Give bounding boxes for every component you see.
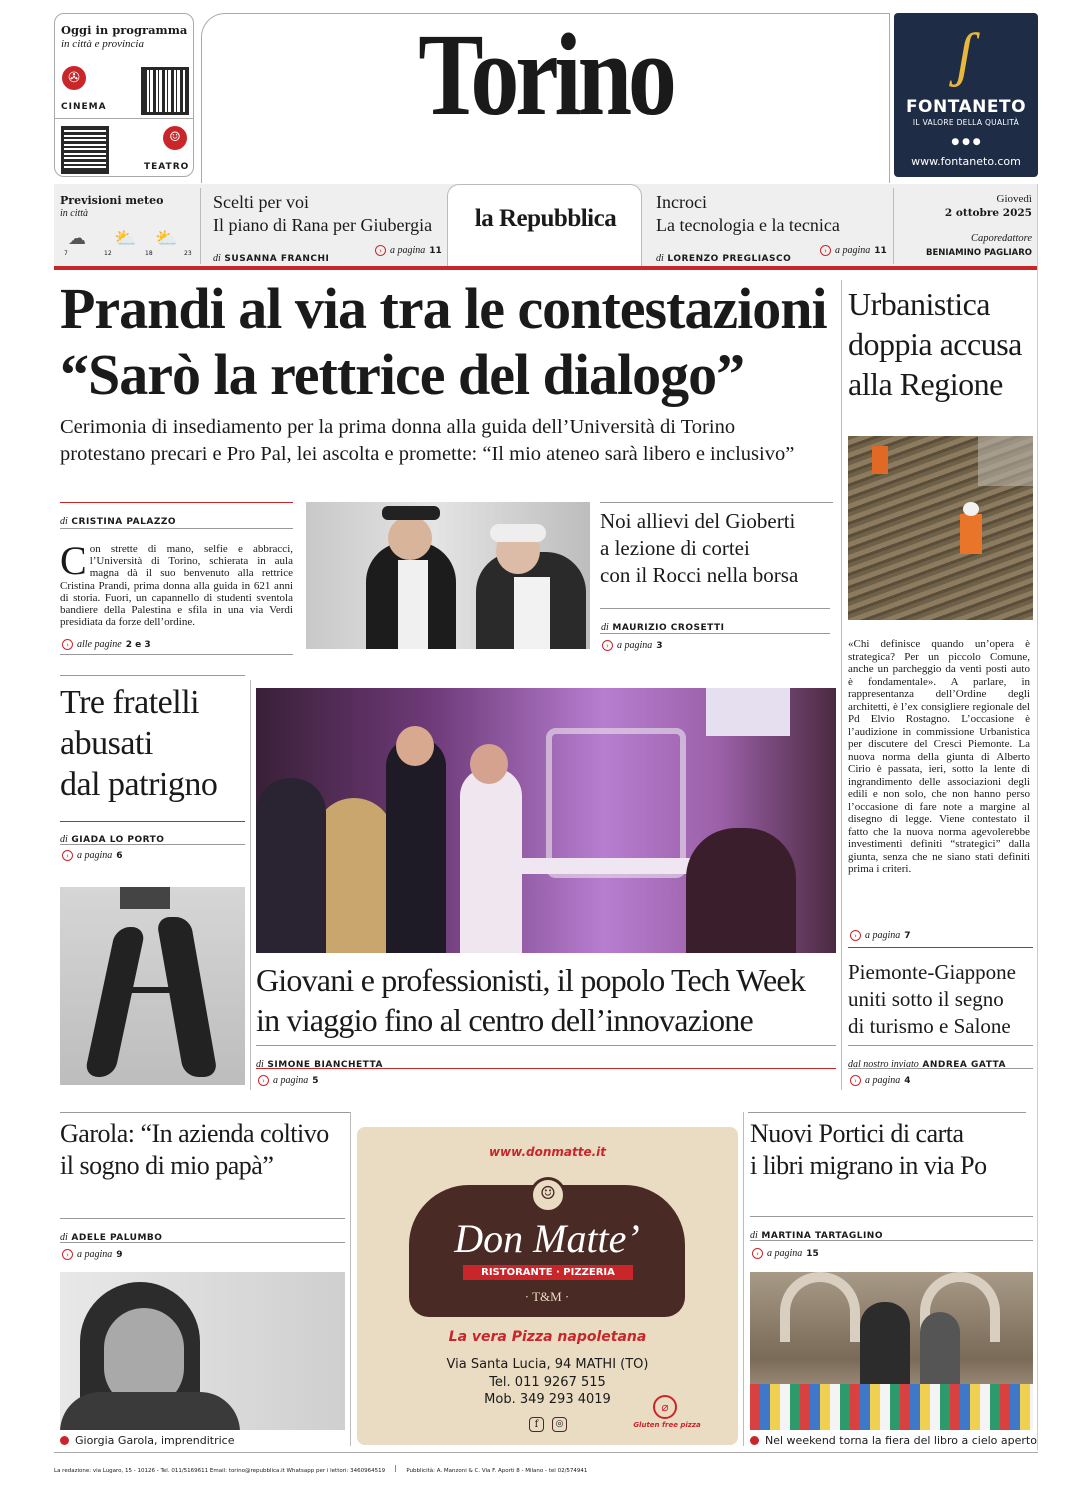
gluten-free-label: Gluten free pizza <box>633 1421 701 1429</box>
donmatte-mark: · T&M · <box>524 1289 570 1304</box>
portici-headline[interactable]: Nuovi Portici di carta i libri migrano in via Po <box>750 1119 987 1180</box>
figure <box>978 436 1033 486</box>
column-divider <box>250 680 251 1090</box>
garola-headline[interactable]: Garola: “In azienda coltivo il sogno di mio papà” <box>60 1119 329 1180</box>
incroci-label: Incroci <box>656 192 707 212</box>
figure <box>60 1392 240 1430</box>
column-divider <box>743 1112 744 1446</box>
garola-photo <box>60 1272 345 1430</box>
facebook-icon[interactable]: f <box>529 1417 544 1432</box>
techweek-headline[interactable]: Giovani e professionisti, il popolo Tech Week in viaggio fino al centro dell’innovazione <box>256 962 806 1038</box>
books-table <box>750 1384 1033 1430</box>
social-icons: ● ● ● <box>951 137 981 147</box>
lead-page-ref[interactable]: › alle pagine 2 e 3 <box>62 639 151 650</box>
page-border <box>1037 184 1038 1450</box>
repubblica-logo[interactable]: la Repubblica <box>474 205 617 232</box>
rule <box>848 1068 1033 1069</box>
figure <box>514 577 550 649</box>
meteo-box[interactable] <box>54 188 195 266</box>
incroci-page-ref[interactable]: › a pagina 11 <box>820 245 887 256</box>
caporedattore-label: Caporedattore <box>970 233 1032 244</box>
di-label: di <box>601 622 609 633</box>
lead-headline-2[interactable]: “Sarò la rettrice del dialogo” <box>60 342 745 407</box>
figure <box>386 738 446 953</box>
donmatte-name: Don Matte’ <box>454 1216 640 1261</box>
lead-summary-1: Cerimonia di insediamento per la prima donna alla guida dell’Università di Torino <box>60 416 736 438</box>
author-name: LORENZO PREGLIASCO <box>667 254 792 264</box>
feet <box>120 887 170 909</box>
rule <box>60 528 293 529</box>
rule <box>60 821 245 822</box>
fontaneto-tagline: IL VALORE DELLA QUALITÀ <box>912 118 1020 127</box>
donmatte-ad[interactable] <box>357 1127 738 1445</box>
meteo-title: Previsioni meteo <box>60 194 164 207</box>
di-label: di <box>60 1232 68 1243</box>
robot <box>546 728 686 878</box>
lead-headline-1[interactable]: Prandi al via tra le contestazioni <box>60 276 827 341</box>
di-label: di <box>656 253 664 264</box>
rule <box>600 633 830 634</box>
repubblica-tab[interactable] <box>447 184 642 266</box>
teatro-label[interactable]: TEATRO <box>144 162 190 172</box>
fontaneto-ad[interactable] <box>894 13 1038 177</box>
arrow-icon: › <box>375 245 386 256</box>
donmatte-address: Via Santa Lucia, 94 MATHI (TO) <box>446 1357 649 1372</box>
meteo-temp: 7 <box>64 250 68 257</box>
rule <box>750 1216 1033 1217</box>
author-name: SIMONE BIANCHETTA <box>267 1060 383 1070</box>
figure <box>470 744 508 784</box>
author-name: MAURIZIO CROSETTI <box>612 623 725 633</box>
author-name: SUSANNA FRANCHI <box>224 254 330 264</box>
giappone-headline[interactable]: Piemonte-Giappone uniti sotto il segno di turismo e Salone <box>848 960 1016 1038</box>
garola-page-ref[interactable]: › a pagina 9 <box>62 1249 123 1260</box>
cinema-qr-icon[interactable] <box>141 67 189 115</box>
fontaneto-logo-icon: ʃ <box>956 21 974 87</box>
rule <box>60 502 293 503</box>
di-label: di <box>256 1059 264 1070</box>
footer-pubblicita: Pubblicità: A. Manzoni & C. Via F. Aporti 8 - Milano - tel 02/574941 <box>406 1468 588 1474</box>
figure <box>256 778 326 953</box>
figure <box>398 560 428 649</box>
arrow-icon: › <box>62 1249 73 1260</box>
figure <box>388 516 432 560</box>
meteo-subtitle: in città <box>60 208 89 219</box>
teatro-icon[interactable]: ☺ <box>163 126 187 150</box>
author-name: GIADA LO PORTO <box>71 835 165 845</box>
rule <box>60 675 245 676</box>
fontaneto-url: www.fontaneto.com <box>911 155 1021 168</box>
chef-icon: ☺ <box>530 1177 566 1213</box>
arrow-icon: › <box>258 1075 269 1086</box>
arrow-icon: › <box>850 1075 861 1086</box>
figure <box>396 726 434 766</box>
sun-cloud-icon: ⛅ <box>114 228 137 249</box>
scelti-label: Scelti per voi <box>213 192 309 212</box>
column-divider <box>350 1112 351 1446</box>
arrow-icon: › <box>62 850 73 861</box>
caporedattore-name: BENIAMINO PAGLIARO <box>926 248 1032 258</box>
rule <box>60 1242 345 1243</box>
divider <box>55 118 193 119</box>
rule <box>60 1218 345 1219</box>
fratelli-photo <box>60 887 245 1085</box>
lead-summary-2: protestano precari e Pro Pal, lei ascolta e promette: “Il mio ateneo sarà libero e inclusivo” <box>60 443 795 465</box>
figure <box>382 506 440 520</box>
figure <box>963 502 979 516</box>
donmatte-tel: Tel. 011 9267 515 <box>489 1375 606 1390</box>
masthead-title[interactable]: Torino <box>418 9 673 140</box>
figure <box>872 446 888 474</box>
donmatte-url[interactable]: www.donmatte.it <box>488 1145 607 1159</box>
figure <box>460 768 522 953</box>
cloud-icon: ☁ <box>68 228 86 249</box>
fratelli-page-ref[interactable]: › a pagina 6 <box>62 850 123 861</box>
garola-caption: Giorgia Garola, imprenditrice <box>60 1434 235 1447</box>
giappone-page-ref[interactable]: › a pagina 4 <box>850 1075 911 1086</box>
rule <box>256 1068 836 1069</box>
incroci-box[interactable] <box>648 188 888 266</box>
shadow <box>156 917 218 1077</box>
date-full: 2 ottobre 2025 <box>944 207 1032 219</box>
figure <box>686 828 796 953</box>
rule <box>600 608 830 609</box>
di-label: di <box>60 516 68 527</box>
di-label: di <box>750 1230 758 1241</box>
footer <box>54 1452 1038 1476</box>
author-name: ADELE PALUMBO <box>71 1233 163 1243</box>
di-label: dal nostro inviato <box>848 1059 919 1070</box>
lead-photo <box>306 502 590 649</box>
gioberti-headline[interactable]: Noi allievi del Gioberti a lezione di cortei con il Rocci nella borsa <box>600 509 799 587</box>
donmatte-year: 55 <box>579 1189 590 1198</box>
arch <box>780 1272 860 1342</box>
urbanistica-photo <box>848 436 1033 620</box>
date-box <box>896 188 1034 266</box>
programma-title: Oggi in programma <box>61 23 188 37</box>
scelti-headline[interactable]: Il piano di Rana per Giubergia <box>213 215 433 235</box>
arrow-icon: › <box>752 1248 763 1259</box>
caption-icon <box>750 1436 759 1445</box>
footer-divider <box>395 1465 396 1472</box>
donmatte-mob: Mob. 349 293 4019 <box>484 1392 611 1407</box>
meteo-temp: 23 <box>184 250 192 257</box>
programma-subtitle: in città e provincia <box>61 38 144 50</box>
rule <box>848 1045 1033 1046</box>
portici-photo <box>750 1272 1033 1430</box>
figure <box>860 1302 910 1392</box>
rule <box>848 947 1033 948</box>
scelti-box[interactable] <box>205 188 445 266</box>
author-name: ANDREA GATTA <box>922 1060 1006 1070</box>
arrow-icon: › <box>602 640 613 651</box>
author-name: MARTINA TARTAGLINO <box>761 1231 883 1241</box>
column-divider <box>841 280 842 1090</box>
figure <box>960 514 982 554</box>
rule <box>60 1112 350 1113</box>
programma-box <box>54 13 194 177</box>
rule <box>256 1045 836 1046</box>
donmatte-slogan: La vera Pizza napoletana <box>448 1329 647 1345</box>
lead-byline <box>60 509 176 528</box>
rule <box>750 1240 1033 1241</box>
donmatte-year: 19 <box>501 1189 512 1198</box>
rule <box>60 844 245 845</box>
figure <box>490 524 546 542</box>
incroci-byline <box>656 246 791 265</box>
dropcap: C <box>60 538 87 583</box>
arrow-icon: › <box>850 930 861 941</box>
band-divider <box>893 188 894 264</box>
urbanistica-page-ref[interactable]: › a pagina 7 <box>850 930 911 941</box>
rule <box>748 1112 1026 1113</box>
techweek-page-ref[interactable]: › a pagina 5 <box>258 1075 319 1086</box>
instagram-icon[interactable]: ◎ <box>552 1417 567 1432</box>
rule <box>60 654 293 655</box>
techweek-photo <box>256 688 836 953</box>
urbanistica-body: «Chi definisce quando un’opera è strategica? Per un piccolo Comune, anche un parcheggio da venti posti auto è fondamentale». A parlare, in rappresentanza dell’Ordine degli architetti, è l’ex consigliere regionale del Pd Elvio Rostagno. L’occasione è l’audizione in commissione Urbanistica per discutere del Cresci Piemonte. La nuova norma della giunta di Alberto Cirio è passata, ieri, sotto la lente di ingrandimento delle associazioni degli edili e non solo, che non hanno perso l’occasione di fare note a margine al disegno di legge. Viene contestato il fatto che la nuova norma agevolerebbe investimenti definiti “strategici” dalla giunta, senza che ne siano stati definiti prima i criteri. <box>848 638 1030 875</box>
di-label: di <box>60 834 68 845</box>
cinema-icon[interactable]: ✇ <box>62 66 86 90</box>
footer-redazione: La redazione: via Lugaro, 15 - 10126 - Tel. 011/5169611 Email: torino@repubblica.it Whatsapp per i lettori: 3460964519 <box>54 1468 386 1474</box>
fratelli-headline[interactable]: Tre fratelli abusati dal patrigno <box>60 684 218 803</box>
figure <box>920 1312 960 1392</box>
portici-page-ref[interactable]: › a pagina 15 <box>752 1248 819 1259</box>
fontaneto-brand: FONTANETO <box>905 97 1027 117</box>
cinema-label[interactable]: CINEMA <box>61 102 107 112</box>
meteo-temp: 12 <box>104 250 112 257</box>
arrow-icon: › <box>820 245 831 256</box>
lead-body: Con strette di mano, selfie e abbracci, l’Università di Torino, schierata in aula magna dà il suo benvenuto alla rettrice Cristina Prandi, prima donna alla guida in 621 anni di storia. Fuori, un capannello di studenti sventola bandiere della Palestina e sfila in una via Verdi presidiata da forze dell’ordine. <box>60 538 293 629</box>
arrow-icon: › <box>62 639 73 650</box>
teatro-qr-icon[interactable] <box>61 126 109 174</box>
gioberti-byline <box>601 615 724 634</box>
meteo-temp: 18 <box>145 250 153 257</box>
scelti-byline <box>213 246 329 265</box>
screen <box>706 688 790 736</box>
rule <box>600 502 833 503</box>
shadow <box>84 927 146 1077</box>
gluten-free-icon: ⌀ <box>653 1395 677 1419</box>
gioberti-page-ref[interactable]: › a pagina 3 <box>602 640 663 651</box>
sun-cloud-icon: ⛅ <box>155 228 178 249</box>
incroci-headline[interactable]: La tecnologia e la tecnica <box>656 215 840 235</box>
figure <box>314 798 394 953</box>
caption-icon <box>60 1436 69 1445</box>
urbanistica-headline[interactable]: Urbanistica doppia accusa alla Regione <box>848 286 1022 402</box>
author-name: CRISTINA PALAZZO <box>71 517 177 527</box>
donmatte-ribbon: RISTORANTE · PIZZERIA <box>463 1265 633 1280</box>
scelti-page-ref[interactable]: › a pagina 11 <box>375 245 442 256</box>
date-day: Giovedì <box>996 193 1032 205</box>
band-divider <box>200 188 201 264</box>
di-label: di <box>213 253 221 264</box>
portici-caption: Nel weekend torna la fiera del libro a cielo aperto <box>750 1434 1037 1447</box>
shadow <box>120 987 180 993</box>
